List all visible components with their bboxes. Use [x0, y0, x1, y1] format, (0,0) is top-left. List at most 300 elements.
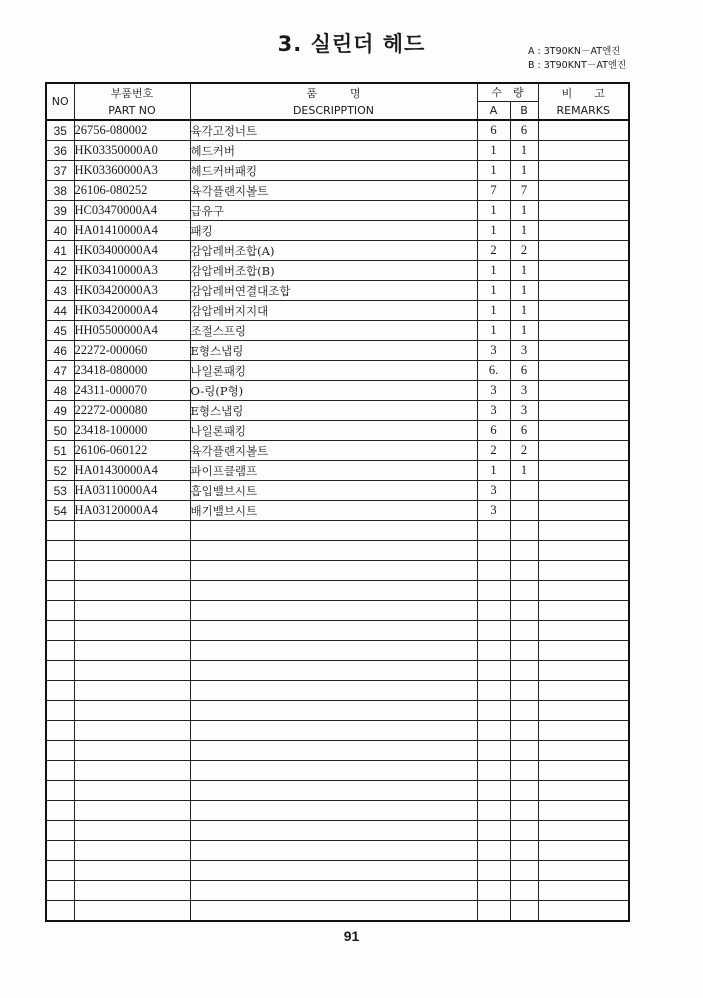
cell-no: 39	[46, 201, 74, 221]
cell-rm	[538, 201, 629, 221]
cell-qb	[510, 841, 538, 861]
cell-qb	[510, 661, 538, 681]
cell-qa: 6	[477, 421, 510, 441]
cell-qa	[477, 661, 510, 681]
cell-qa	[477, 561, 510, 581]
table-row	[46, 501, 629, 521]
blank-row	[46, 821, 629, 841]
blank-row	[46, 581, 629, 601]
cell-desc: 헤드커버패킹	[190, 161, 477, 181]
cell-qb	[510, 821, 538, 841]
cell-desc	[190, 621, 477, 641]
cell-qb	[510, 681, 538, 701]
cell-desc	[190, 841, 477, 861]
cell-part	[74, 681, 190, 701]
header-remarks-en: REMARKS	[556, 103, 610, 117]
cell-part: HK03420000A4	[74, 301, 190, 321]
cell-part: HA01430000A4	[74, 461, 190, 481]
cell-rm	[538, 181, 629, 201]
cell-part: HA01410000A4	[74, 221, 190, 241]
cell-qa	[477, 621, 510, 641]
cell-qb: 3	[510, 401, 538, 421]
cell-qb: 1	[510, 321, 538, 341]
table-row	[46, 181, 629, 201]
cell-rm	[538, 341, 629, 361]
cell-part: 24311-000070	[74, 381, 190, 401]
cell-qa	[477, 701, 510, 721]
cell-no	[46, 601, 74, 621]
cell-qb	[510, 781, 538, 801]
cell-qb	[510, 721, 538, 741]
cell-part	[74, 601, 190, 621]
cell-qa: 1	[477, 141, 510, 161]
cell-qa: 1	[477, 161, 510, 181]
cell-desc	[190, 581, 477, 601]
cell-desc: 조절스프링	[190, 321, 477, 341]
cell-qa: 1	[477, 321, 510, 341]
page-number: 91	[343, 928, 360, 944]
cell-part	[74, 541, 190, 561]
cell-qa	[477, 641, 510, 661]
cell-no: 46	[46, 341, 74, 361]
cell-qa	[477, 581, 510, 601]
cell-qb: 1	[510, 221, 538, 241]
blank-row	[46, 801, 629, 821]
cell-qa: 1	[477, 221, 510, 241]
cell-no: 38	[46, 181, 74, 201]
cell-rm	[538, 441, 629, 461]
cell-qa	[477, 801, 510, 821]
cell-qa: 3	[477, 341, 510, 361]
cell-qb: 6	[510, 361, 538, 381]
cell-qa: 3	[477, 401, 510, 421]
cell-desc: O-링(P형)	[190, 381, 477, 401]
table-row	[46, 461, 629, 481]
cell-part	[74, 641, 190, 661]
table-row	[46, 241, 629, 261]
header-no-label: NO	[51, 95, 69, 108]
cell-qa: 1	[477, 201, 510, 221]
cell-qb: 6	[510, 421, 538, 441]
cell-rm	[538, 281, 629, 301]
cell-qb: 7	[510, 181, 538, 201]
blank-row	[46, 701, 629, 721]
cell-qa	[477, 781, 510, 801]
cell-desc	[190, 901, 477, 922]
cell-part	[74, 821, 190, 841]
blank-row	[46, 881, 629, 901]
cell-qa: 2	[477, 241, 510, 261]
cell-no	[46, 661, 74, 681]
blank-row	[46, 761, 629, 781]
cell-no: 49	[46, 401, 74, 421]
cell-qb: 6	[510, 120, 538, 141]
cell-no	[46, 841, 74, 861]
cell-desc: 감압레버지지대	[190, 301, 477, 321]
cell-desc	[190, 801, 477, 821]
cell-qb	[510, 861, 538, 881]
cell-no: 44	[46, 301, 74, 321]
cell-qa	[477, 861, 510, 881]
cell-desc	[190, 881, 477, 901]
cell-qb	[510, 501, 538, 521]
cell-no	[46, 741, 74, 761]
cell-rm	[538, 541, 629, 561]
cell-qa	[477, 721, 510, 741]
cell-rm	[538, 861, 629, 881]
table-row	[46, 341, 629, 361]
cell-part: 23418-100000	[74, 421, 190, 441]
cell-qb: 1	[510, 261, 538, 281]
cell-rm	[538, 581, 629, 601]
header-qty-a: A	[477, 102, 510, 121]
cell-part: HK03360000A3	[74, 161, 190, 181]
cell-desc	[190, 641, 477, 661]
cell-qa: 6	[477, 120, 510, 141]
table-row	[46, 401, 629, 421]
cell-rm	[538, 161, 629, 181]
table-row	[46, 281, 629, 301]
cell-qa	[477, 881, 510, 901]
cell-desc	[190, 781, 477, 801]
header-remarks	[538, 83, 629, 120]
cell-desc: 육각고정너트	[190, 120, 477, 141]
cell-no	[46, 721, 74, 741]
cell-rm	[538, 120, 629, 141]
cell-rm	[538, 461, 629, 481]
cell-part: HC03470000A4	[74, 201, 190, 221]
cell-part	[74, 841, 190, 861]
cell-rm	[538, 421, 629, 441]
cell-no: 42	[46, 261, 74, 281]
cell-rm	[538, 381, 629, 401]
cell-rm	[538, 241, 629, 261]
cell-desc: 배기밸브시트	[190, 501, 477, 521]
cell-desc	[190, 861, 477, 881]
cell-rm	[538, 561, 629, 581]
cell-desc	[190, 761, 477, 781]
cell-rm	[538, 721, 629, 741]
cell-no: 41	[46, 241, 74, 261]
cell-rm	[538, 761, 629, 781]
blank-row	[46, 521, 629, 541]
blank-row	[46, 621, 629, 641]
cell-qa: 1	[477, 281, 510, 301]
table-row	[46, 120, 629, 141]
cell-rm	[538, 741, 629, 761]
blank-row	[46, 721, 629, 741]
cell-qb: 3	[510, 381, 538, 401]
cell-desc: 감압레버연결대조합	[190, 281, 477, 301]
cell-part	[74, 701, 190, 721]
table-row	[46, 301, 629, 321]
cell-rm	[538, 481, 629, 501]
cell-qb: 3	[510, 341, 538, 361]
cell-qa: 3	[477, 381, 510, 401]
cell-rm	[538, 301, 629, 321]
cell-part	[74, 561, 190, 581]
table-row	[46, 361, 629, 381]
cell-qa	[477, 741, 510, 761]
cell-desc: 급유구	[190, 201, 477, 221]
cell-desc	[190, 601, 477, 621]
cell-qb	[510, 801, 538, 821]
cell-rm	[538, 521, 629, 541]
cell-rm	[538, 821, 629, 841]
header-desc-en: DESCRIPPTION	[292, 103, 375, 117]
cell-desc: 육각플랜지볼트	[190, 181, 477, 201]
cell-part: HK03420000A3	[74, 281, 190, 301]
blank-row	[46, 641, 629, 661]
cell-qb	[510, 541, 538, 561]
cell-desc	[190, 741, 477, 761]
cell-qb: 1	[510, 281, 538, 301]
cell-part	[74, 721, 190, 741]
cell-desc: 나일론패킹	[190, 361, 477, 381]
cell-no	[46, 701, 74, 721]
blank-row	[46, 841, 629, 861]
cell-qa	[477, 821, 510, 841]
cell-part: HK03400000A4	[74, 241, 190, 261]
cell-no: 45	[46, 321, 74, 341]
blank-row	[46, 781, 629, 801]
table-row	[46, 221, 629, 241]
table-row	[46, 421, 629, 441]
model-legend	[528, 45, 626, 73]
cell-part: 22272-000060	[74, 341, 190, 361]
cell-qb: 2	[510, 441, 538, 461]
cell-part	[74, 861, 190, 881]
parts-table-body	[46, 120, 629, 921]
cell-qa: 1	[477, 301, 510, 321]
cell-desc: 감압레버조합(B)	[190, 261, 477, 281]
table-row	[46, 141, 629, 161]
cell-qb: 1	[510, 161, 538, 181]
cell-rm	[538, 641, 629, 661]
cell-desc	[190, 521, 477, 541]
cell-part	[74, 521, 190, 541]
cell-rm	[538, 881, 629, 901]
header-part-no	[74, 83, 190, 120]
table-row	[46, 161, 629, 181]
cell-qb	[510, 601, 538, 621]
model-a-label: A : 3T90KN－AT엔진	[528, 46, 621, 57]
cell-rm	[538, 321, 629, 341]
cell-qa: 2	[477, 441, 510, 461]
cell-part	[74, 901, 190, 922]
cell-qa: 3	[477, 501, 510, 521]
cell-qb: 1	[510, 301, 538, 321]
cell-qb	[510, 481, 538, 501]
cell-part: HH05500000A4	[74, 321, 190, 341]
header-quantity: 수 량	[477, 83, 538, 102]
cell-qb	[510, 901, 538, 922]
cell-qa	[477, 521, 510, 541]
cell-no: 35	[46, 120, 74, 141]
cell-qa: 1	[477, 461, 510, 481]
cell-qa: 7	[477, 181, 510, 201]
cell-part: HA03110000A4	[74, 481, 190, 501]
cell-rm	[538, 141, 629, 161]
cell-qb	[510, 701, 538, 721]
cell-no: 36	[46, 141, 74, 161]
cell-no	[46, 581, 74, 601]
cell-rm	[538, 781, 629, 801]
cell-desc: 파이프클램프	[190, 461, 477, 481]
cell-qb	[510, 881, 538, 901]
cell-rm	[538, 221, 629, 241]
blank-row	[46, 901, 629, 922]
cell-qb	[510, 521, 538, 541]
cell-qb	[510, 621, 538, 641]
cell-rm	[538, 501, 629, 521]
cell-no	[46, 901, 74, 922]
table-row	[46, 201, 629, 221]
cell-qa: 1	[477, 261, 510, 281]
cell-part	[74, 661, 190, 681]
cell-qa: 6.	[477, 361, 510, 381]
cell-rm	[538, 361, 629, 381]
cell-part: 26756-080002	[74, 120, 190, 141]
cell-rm	[538, 901, 629, 922]
header-desc-ko: 품 명	[306, 86, 361, 100]
cell-part	[74, 801, 190, 821]
cell-part	[74, 621, 190, 641]
cell-desc	[190, 541, 477, 561]
cell-part	[74, 581, 190, 601]
cell-no: 54	[46, 501, 74, 521]
cell-part: 23418-080000	[74, 361, 190, 381]
cell-no: 43	[46, 281, 74, 301]
cell-part	[74, 881, 190, 901]
cell-part: HK03410000A3	[74, 261, 190, 281]
cell-part: 26106-080252	[74, 181, 190, 201]
cell-no: 40	[46, 221, 74, 241]
cell-rm	[538, 661, 629, 681]
cell-no: 47	[46, 361, 74, 381]
table-row	[46, 321, 629, 341]
header-part-en: PART NO	[108, 103, 156, 117]
cell-no: 50	[46, 421, 74, 441]
cell-rm	[538, 601, 629, 621]
cell-part: HA03120000A4	[74, 501, 190, 521]
cell-desc	[190, 721, 477, 741]
cell-qb	[510, 561, 538, 581]
cell-rm	[538, 801, 629, 821]
cell-qa	[477, 901, 510, 922]
blank-row	[46, 681, 629, 701]
cell-no	[46, 861, 74, 881]
header-qty-b: B	[510, 102, 538, 121]
cell-part	[74, 741, 190, 761]
cell-rm	[538, 401, 629, 421]
header-description	[190, 83, 477, 120]
cell-no: 37	[46, 161, 74, 181]
cell-desc	[190, 661, 477, 681]
table-row	[46, 441, 629, 461]
cell-no	[46, 881, 74, 901]
cell-no	[46, 641, 74, 661]
page-title: 3. 실린더 헤드	[277, 32, 426, 56]
cell-qa	[477, 541, 510, 561]
cell-no	[46, 821, 74, 841]
blank-row	[46, 601, 629, 621]
blank-row	[46, 541, 629, 561]
cell-no: 48	[46, 381, 74, 401]
cell-desc: 패킹	[190, 221, 477, 241]
table-row	[46, 481, 629, 501]
cell-qb: 1	[510, 201, 538, 221]
cell-no	[46, 621, 74, 641]
cell-part	[74, 761, 190, 781]
header-no	[46, 83, 74, 120]
cell-qb	[510, 761, 538, 781]
cell-no: 52	[46, 461, 74, 481]
cell-desc: E형스냅링	[190, 401, 477, 421]
blank-row	[46, 741, 629, 761]
cell-desc: 나일론패킹	[190, 421, 477, 441]
cell-part: 22272-000080	[74, 401, 190, 421]
table-row	[46, 261, 629, 281]
cell-qa	[477, 761, 510, 781]
cell-qa	[477, 841, 510, 861]
table-row	[46, 381, 629, 401]
cell-no	[46, 541, 74, 561]
cell-desc: 감압레버조합(A)	[190, 241, 477, 261]
cell-desc: 흡입밸브시트	[190, 481, 477, 501]
cell-no	[46, 561, 74, 581]
cell-part: 26106-060122	[74, 441, 190, 461]
cell-qb: 2	[510, 241, 538, 261]
cell-no	[46, 681, 74, 701]
cell-qb: 1	[510, 141, 538, 161]
cell-no	[46, 761, 74, 781]
header-remarks-ko: 비 고	[561, 86, 605, 100]
parts-table	[45, 82, 630, 922]
cell-qa	[477, 601, 510, 621]
cell-qa: 3	[477, 481, 510, 501]
cell-rm	[538, 841, 629, 861]
cell-no	[46, 801, 74, 821]
blank-row	[46, 661, 629, 681]
cell-desc	[190, 681, 477, 701]
cell-part	[74, 781, 190, 801]
cell-qb	[510, 741, 538, 761]
cell-rm	[538, 261, 629, 281]
blank-row	[46, 561, 629, 581]
cell-rm	[538, 621, 629, 641]
cell-desc	[190, 821, 477, 841]
cell-rm	[538, 701, 629, 721]
cell-part: HK03350000A0	[74, 141, 190, 161]
cell-desc	[190, 561, 477, 581]
cell-desc	[190, 701, 477, 721]
cell-qb: 1	[510, 461, 538, 481]
cell-desc: 헤드커버	[190, 141, 477, 161]
cell-qb	[510, 581, 538, 601]
cell-no	[46, 521, 74, 541]
header-part-ko: 부품번호	[110, 86, 154, 100]
cell-qb	[510, 641, 538, 661]
cell-rm	[538, 681, 629, 701]
blank-row	[46, 861, 629, 881]
cell-no: 51	[46, 441, 74, 461]
cell-desc: 육각플랜지볼트	[190, 441, 477, 461]
cell-desc: E형스냅링	[190, 341, 477, 361]
cell-no	[46, 781, 74, 801]
model-b-label: B : 3T90KNT－AT엔진	[528, 60, 627, 71]
cell-no: 53	[46, 481, 74, 501]
